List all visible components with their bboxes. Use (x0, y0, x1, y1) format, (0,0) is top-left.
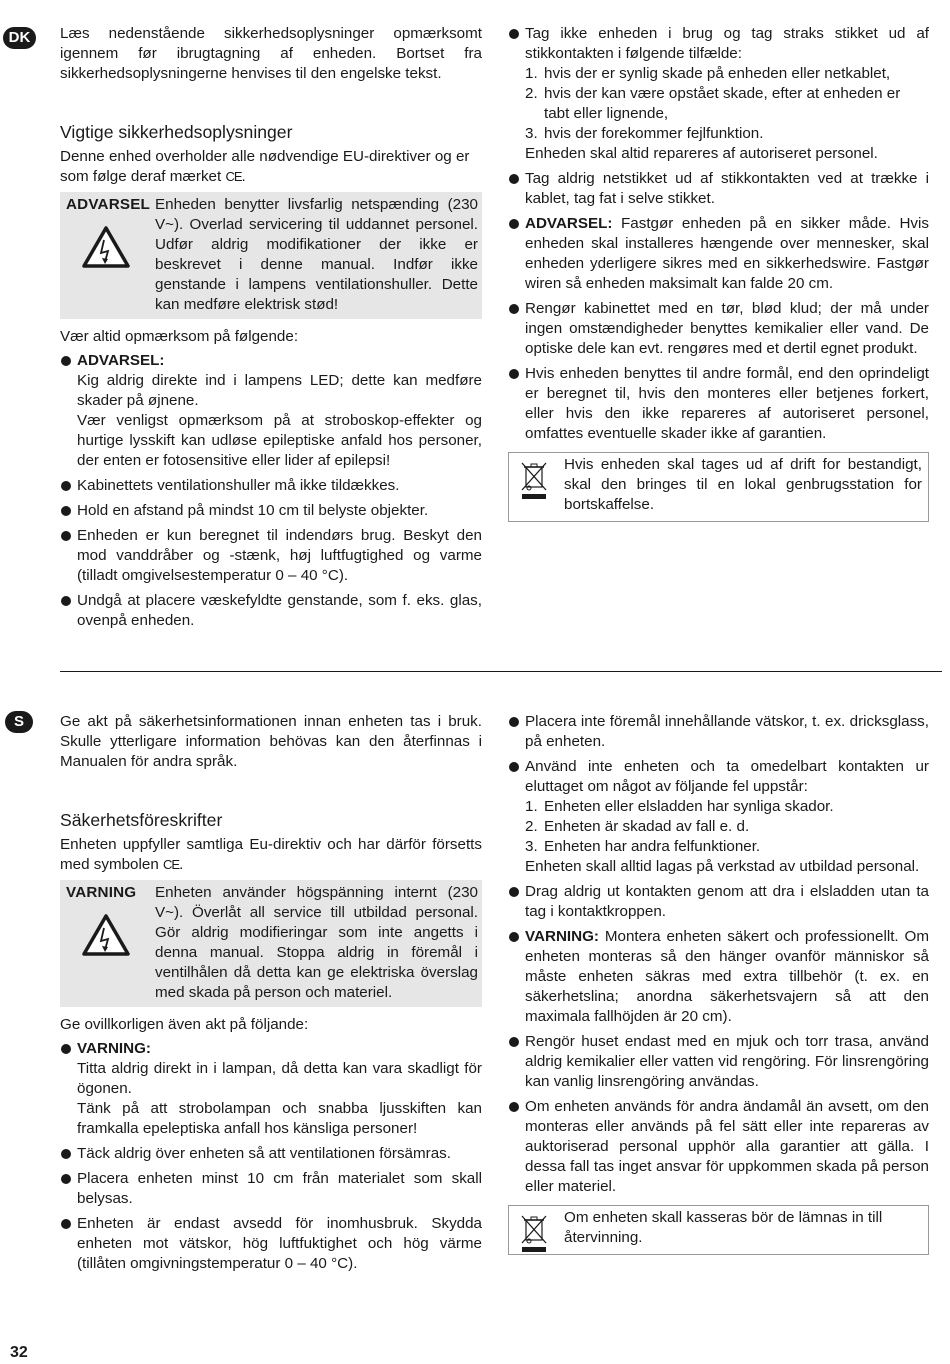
list-item: Enheden er kun beregnet til indendørs brug. Beskyt den mod vanddråber og -stænk, høj luftfugtighed og varme (tilladt omgivelsestemperatur 0 – 40 °C). (60, 526, 482, 586)
language-badge-se: S (5, 711, 33, 733)
numbered-item: 1. Enheten eller elsladden har synliga skador. (525, 798, 834, 815)
se-conformity: Enheten uppfyller samtliga Eu-direktiv och har därför försetts med symbolen CE. (60, 836, 482, 873)
list-item: Placera inte föremål innehållande vätskor, t. ex. dricksglass, på enheten. (508, 712, 929, 752)
warning-label: ADVARSEL (66, 196, 151, 213)
language-badge-dk: DK (3, 27, 36, 49)
list-item: ADVARSEL: Fastgør enheden på en sikker måde. Hvis enheden skal installeres hængende over mennesker, skal enheden yderligere sikres med en sikkerhedswire. Fastgør wiren så enheden maksimalt kan falde 20 cm. (508, 214, 929, 294)
list-item: Rengør kabinettet med en tør, blød klud; der må under ingen omstændigheder benyttes kemikalier eller vand. De optiske dele kan evt. rengøres med et dertil egnet produkt. (508, 299, 929, 359)
dk-warning-box (60, 192, 482, 319)
se-heading: Säkerhetsföreskrifter (60, 810, 223, 830)
list-item: VARNING: Montera enheten säkert och professionellt. Om enheten monteras så den hänger ovanför människor så måste enheten säkras med extra tillbehör (t. ex. en säkerhetslina; anordna säkerhetsvajern så att den maximala fallhöjden är 20 cm). (508, 927, 929, 1027)
se-left-bullet-list (60, 1039, 482, 1274)
page-number: 32 (10, 1344, 28, 1361)
numbered-list (525, 64, 929, 144)
se-right-column (508, 712, 929, 1255)
numbered-item: 3. hvis der forekommer fejlfunktion. (525, 125, 764, 142)
list-item: Rengör huset endast med en mjuk och torr trasa, använd aldrig kemikalier eller vatten vid rengöring. För linsrengöring kan vanlig linsrengöring användas. (508, 1032, 929, 1092)
dk-right-bullet-list (508, 24, 929, 444)
section-divider (60, 671, 942, 672)
high-voltage-icon (82, 226, 130, 268)
se-left-column (60, 712, 482, 1279)
wheelie-bin-crossed-icon (519, 461, 549, 499)
numbered-item: 2. Enheten är skadad av fall e. d. (525, 818, 750, 835)
list-item: Tag ikke enheden i brug og tag straks stikket ud af stikkontakten i følgende tilfælde: 1. hvis der er synlig skade på enheden eller netkablet, 2. hvis der kan være opstået skade, efter at enheden er tabt eller lignende, 3. hvis der forekommer fejlfunktion. Enheden skal altid repareres af autoriseret personel. (508, 24, 929, 164)
list-item: Enheten är endast avsedd för inomhusbruk. Skydda enheten mot vätskor, hög luftfuktighet och hög värme (tillåten omgivningstemperatur 0 – 40 °C). (60, 1214, 482, 1274)
wheelie-bin-crossed-icon (519, 1214, 549, 1252)
list-item: VARNING: Titta aldrig direkt in i lampan, då detta kan vara skadligt för ögonen. Tänk på att strobolampan och snabba ljusskiften kan framkalla epeleptiska anfall hos känsliga personer! (60, 1039, 482, 1139)
numbered-list (525, 797, 929, 857)
dk-left-bullet-list (60, 351, 482, 631)
list-item: Undgå at placere væskefyldte genstande, som f. eks. glas, ovenpå enheden. (60, 591, 482, 631)
se-recycling-text: Om enheten skall kasseras bör de lämnas in till återvinning. (564, 1209, 883, 1246)
list-item: Drag aldrig ut kontakten genom att dra i elsladden utan ta tag i kontaktkroppen. (508, 882, 929, 922)
list-item: Om enheten används för andra ändamål än avsett, om den monteras eller används på fel sätt eller inte repareras av auktoriserad personal upphör alla garantier att gälla. I dessa fall tas inget ansvar för uppkommen skada på person eller materiel. (508, 1097, 929, 1197)
ce-mark: CE (225, 169, 242, 184)
dk-recycling-box (508, 452, 929, 522)
list-item: Använd inte enheten och ta omedelbart kontakten ur eluttaget om något av följande fel uppstår: 1. Enheten eller elsladden har synliga skador. 2. Enheten är skadad av fall e. d. 3. Enheten har andra felfunktioner. Enheten skall alltid lagas på verkstad av utbildad personal. (508, 757, 929, 877)
dk-intro: Læs nedenstående sikkerhedsoplysninger opmærksomt igennem før ibrugtagning af enheden. Bortset fra sikkerhedsoplysningerne henvises til den engelske tekst. (60, 25, 482, 82)
se-right-bullet-list (508, 712, 929, 1197)
dk-warning-text: Enheden benytter livsfarlig netspænding (230 V~). Overlad servicering til uddannet personel. Udfør aldrig modifikationer der ikke er beskrevet i denne manual. Indfør ikke genstande i lampens ventilationshuller. Dette kan medføre elektrisk stød! (155, 196, 478, 313)
list-item: Hold en afstand på mindst 10 cm til belyste objekter. (60, 501, 482, 521)
list-item: Kabinettets ventilationshuller må ikke tildækkes. (60, 476, 482, 496)
list-item: Tag aldrig netstikket ud af stikkontakten ved at trække i kablet, tag fat i selve stikket. (508, 169, 929, 209)
warning-label: VARNING (66, 884, 137, 901)
se-intro: Ge akt på säkerhetsinformationen innan enheten tas i bruk. Skulle ytterligare information behövas kan den återfinnas i Manualen för andra språk. (60, 713, 482, 770)
dk-attention: Vær altid opmærksom på følgende: (60, 328, 299, 345)
ce-mark: CE (163, 857, 180, 872)
numbered-item: 3. Enheten har andra felfunktioner. (525, 838, 761, 855)
high-voltage-icon (82, 914, 130, 956)
se-recycling-box (508, 1205, 929, 1255)
se-warning-text: Enheten använder högspänning internt (230 V~). Överlåt all service till utbildad personal. Gör aldrig modifieringar som inte angetts i denna manual. Stoppa aldrig in föremål i ventilhålen då detta kan ge elektriska överslag med skada på person och materiel. (155, 884, 478, 1001)
se-warning-box (60, 880, 482, 1007)
list-item: Placera enheten minst 10 cm från materialet som skall belysas. (60, 1169, 482, 1209)
dk-recycling-text: Hvis enheden skal tages ud af drift for bestandigt, skal den bringes til en lokal genbrugsstation for bortskaffelse. (564, 456, 922, 513)
list-item: Täck aldrig över enheten så att ventilationen försämras. (60, 1144, 482, 1164)
list-item: ADVARSEL: Kig aldrig direkte ind i lampens LED; dette kan medføre skader på øjnene. Vær venligst opmærksom på at stroboskop-effekter og hurtige lysskift kan udløse epileptiske anfald hos personer, der enten er fotosensitive eller lider af epilepsi! (60, 351, 482, 471)
se-attention: Ge ovillkorligen även akt på följande: (60, 1016, 309, 1033)
numbered-item: 2. hvis der kan være opstået skade, efter at enheden er tabt eller lignende, (525, 85, 901, 122)
numbered-item: 1. hvis der er synlig skade på enheden eller netkablet, (525, 65, 891, 82)
list-item: Hvis enheden benyttes til andre formål, end den oprindeligt er beregnet til, hvis den monteres eller betjenes forkert, eller hvis den ikke repareres af autoriseret personel, omfattes eventuelle skader ikke af garantien. (508, 364, 929, 444)
dk-right-column (508, 24, 929, 522)
dk-conformity: Denne enhed overholder alle nødvendige EU-direktiver og er som følge deraf mærket CE. (60, 148, 470, 185)
dk-heading: Vigtige sikkerhedsoplysninger (60, 122, 293, 142)
dk-left-column (60, 24, 482, 636)
